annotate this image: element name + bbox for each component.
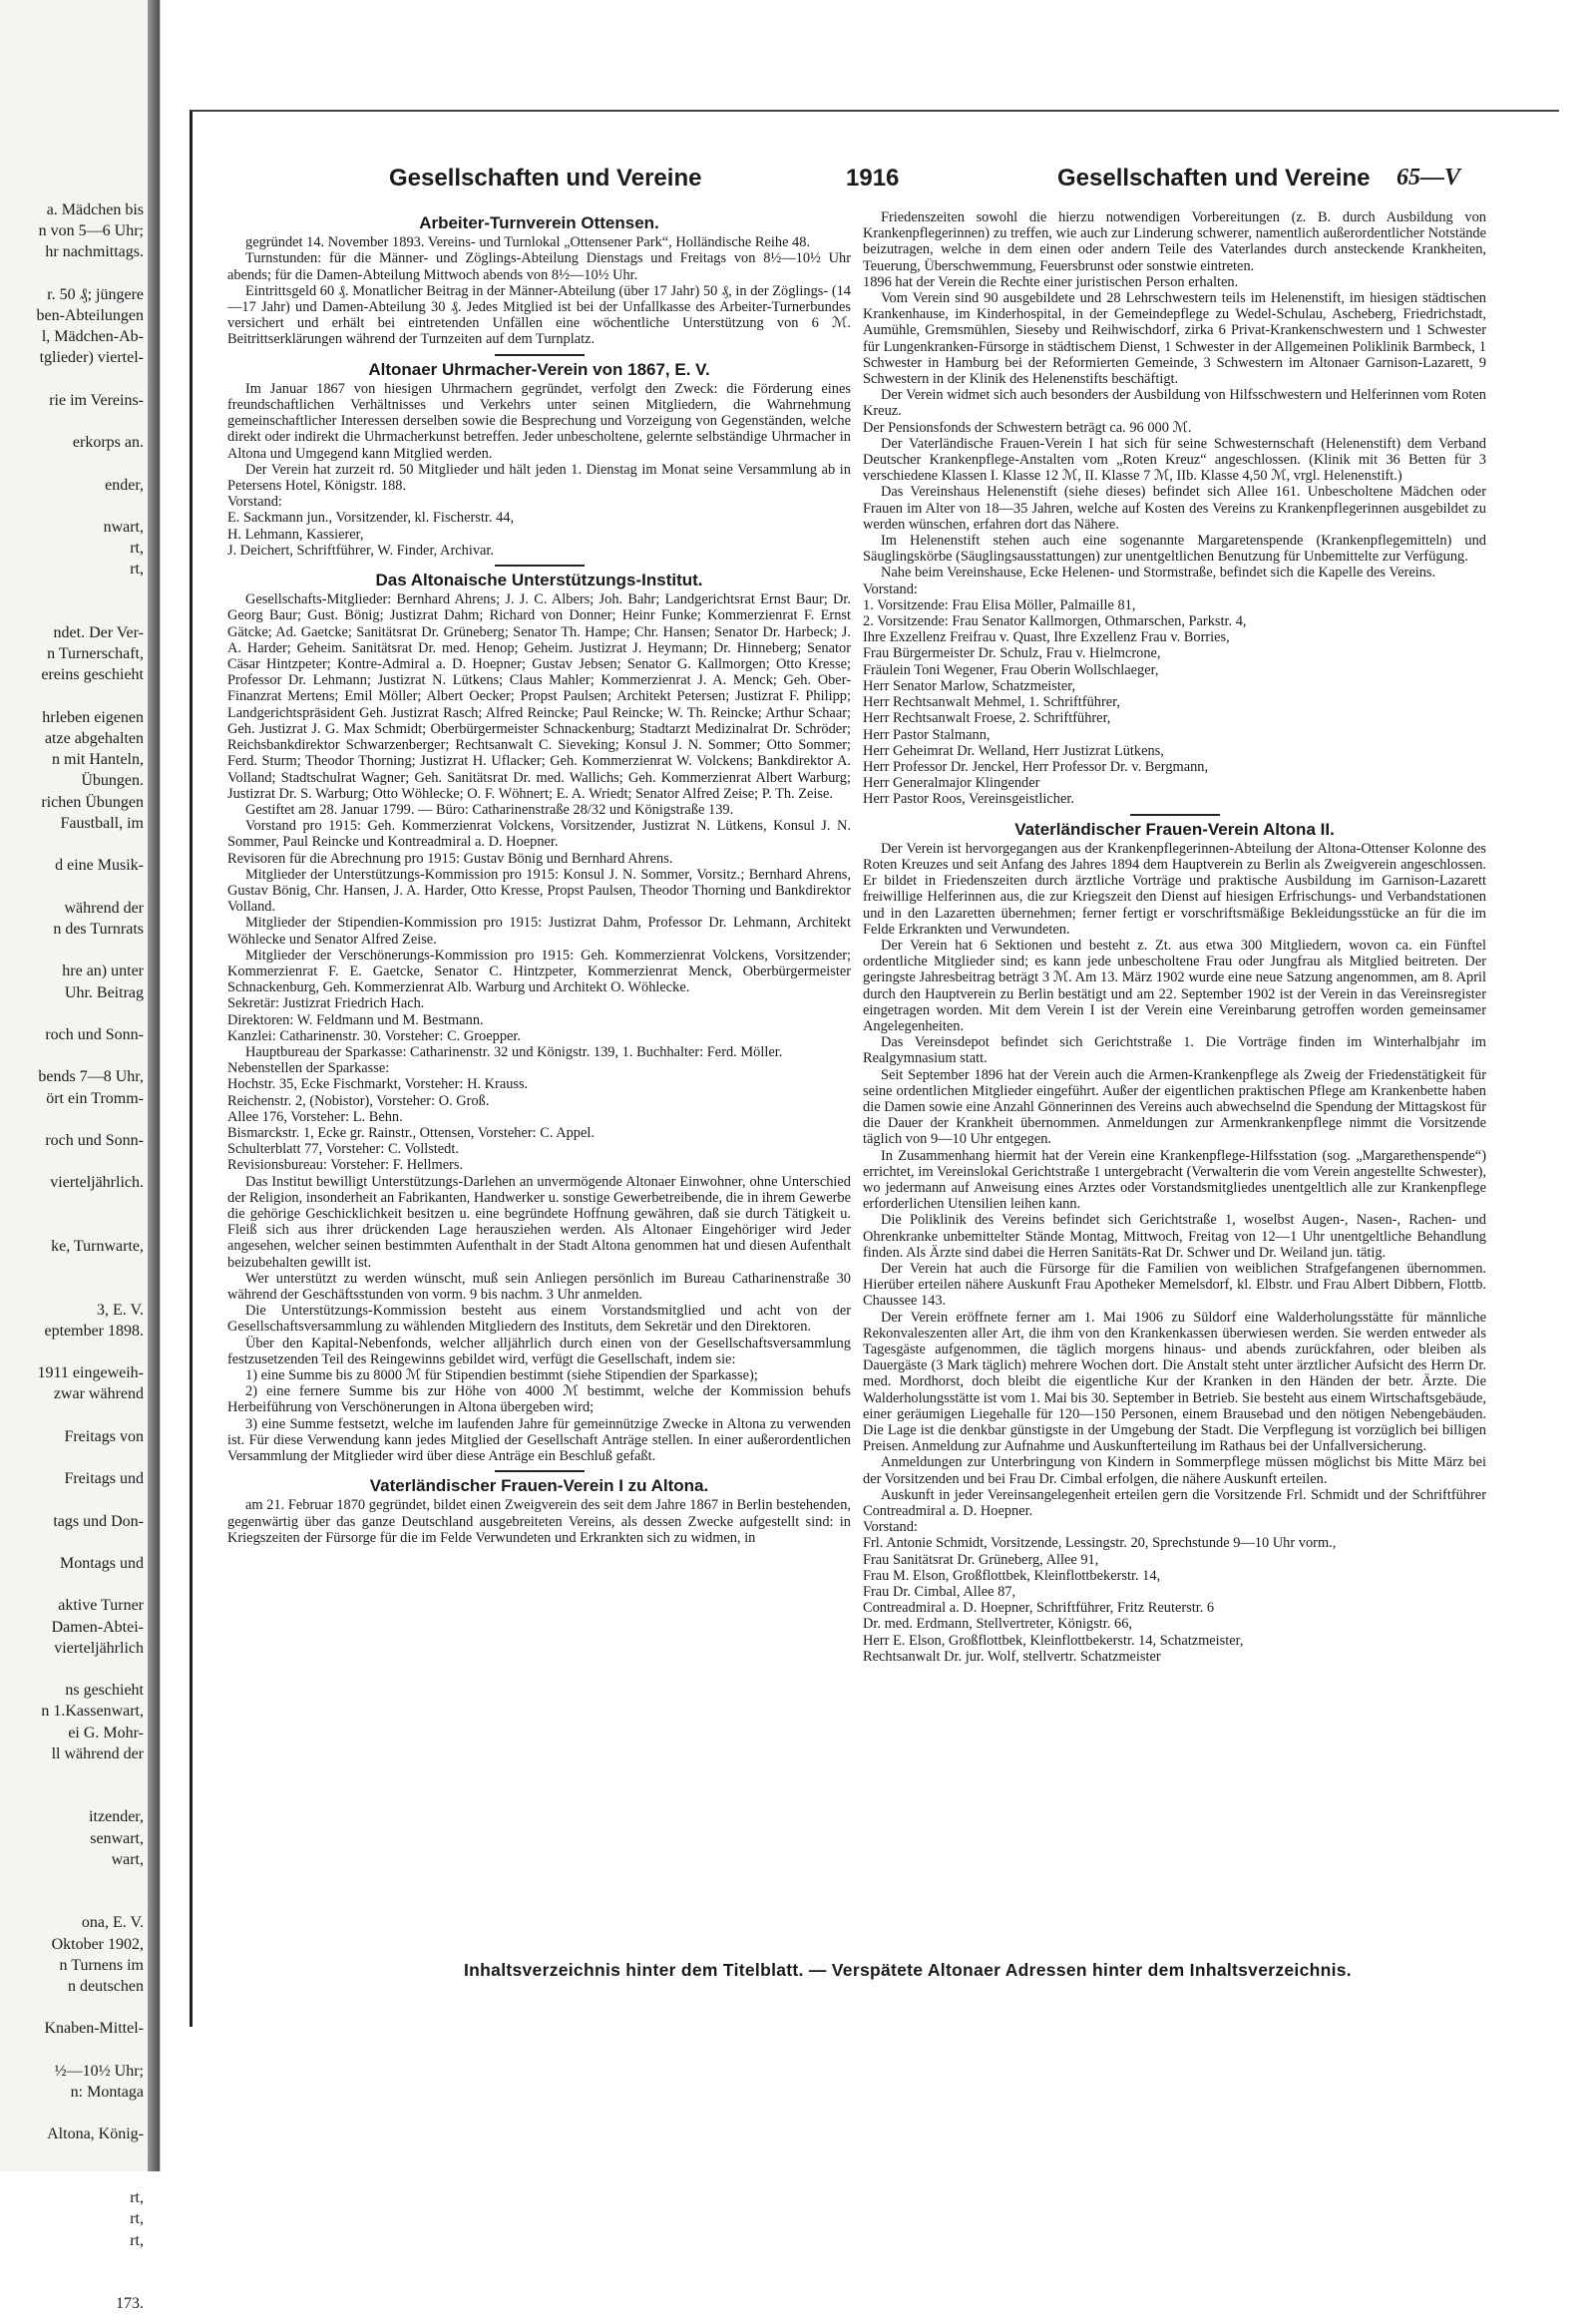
section-divider xyxy=(495,565,585,567)
strip-line xyxy=(4,369,144,390)
paragraph: Frau M. Elson, Großflottbek, Kleinflottbekerstr. 14, xyxy=(863,1567,1161,1584)
paragraph: 1) eine Summe bis zu 8000 ℳ für Stipendien bestimmt (siehe Stipendien der Sparkasse); xyxy=(245,1367,758,1384)
paragraph: Vorstand pro 1915: Geh. Kommerzienrat Volckens, Vorsitzender, Justizrat N. Lütkens, Konsul J. N. Sommer, Paul Reincke und Kontreadmiral a. D. Hoepner. xyxy=(227,818,851,851)
strip-line: ll während der xyxy=(51,1744,144,1762)
strip-line: ender, xyxy=(105,476,144,494)
paragraph: Herr Pastor Stalmann, xyxy=(863,726,991,743)
left-page-text xyxy=(4,199,144,2314)
paragraph: Auskunft in jeder Vereinsangelegenheit erteilen gern die Vorsitzende Frl. Schmidt und der Schriftführer Contreadmiral a. D. Hoepner. xyxy=(863,1486,1486,1520)
strip-line: n: Montaga xyxy=(70,2084,144,2102)
strip-line: n Turnerschaft, xyxy=(47,645,144,663)
strip-line: rt, xyxy=(130,2231,144,2249)
section-divider xyxy=(495,1470,585,1472)
strip-line xyxy=(4,1109,144,1130)
paragraph: Herr E. Elson, Großflottbek, Kleinflottbekerstr. 14, Schatzmeister, xyxy=(863,1632,1244,1649)
paragraph: Bismarckstr. 1, Ecke gr. Rainstr., Ottensen, Vorsteher: C. Appel. xyxy=(227,1124,595,1141)
strip-line: Freitags und xyxy=(64,1470,144,1488)
strip-line xyxy=(4,2272,144,2293)
paragraph: Direktoren: W. Feldmann und M. Bestmann. xyxy=(227,1011,484,1028)
paragraph: Friedenszeiten sowohl die hierzu notwendigen Vorbereitungen (z. B. durch Ausbildung von Krankenpflegerinnen) zu treffen, wie auch zur Linderung schwerer, namentlich außerordentlicher Notstände beizutragen, welche in dem einen oder andern Teile des Vaterlandes durch ansteckende Krankheiten, Teuerung, Überschwemmung, Feuersbrunst oder sonstwie eintreten. xyxy=(863,209,1486,274)
header-page-number: 65—V xyxy=(1396,165,1461,191)
strip-line: Übungen. xyxy=(81,772,144,790)
strip-line: Knaben-Mittel- xyxy=(44,2020,144,2038)
strip-line xyxy=(4,2103,144,2123)
strip-line: ½—10½ Uhr; xyxy=(54,2062,144,2080)
strip-line xyxy=(4,453,144,474)
strip-line: zwar während xyxy=(53,1385,144,1403)
paragraph: Herr Professor Dr. Jenckel, Herr Professor Dr. v. Bergmann, xyxy=(863,758,1209,775)
strip-line xyxy=(4,1215,144,1236)
strip-line: Montags und xyxy=(60,1555,144,1572)
strip-line xyxy=(4,1764,144,1785)
paragraph: Revisionsbureau: Vorsteher: F. Hellmers. xyxy=(227,1157,464,1174)
paragraph: Sekretär: Justizrat Friedrich Hach. xyxy=(227,995,425,1012)
paragraph: Die Unterstützungs-Kommission besteht aus einem Vorstandsmitglied und acht von der Gesellschaftsversammlung zu wählenden Mitgliedern des Instituts, dem Sekretär und den Direktoren. xyxy=(227,1303,851,1336)
strip-line xyxy=(4,496,144,517)
paragraph: Vorstand: xyxy=(863,1519,918,1536)
paragraph: In Zusammenhang hiermit hat der Verein eine Krankenpflege-Hilfsstation (sog. „Margarethenspende“) errichtet, im Vereinslokal Gerichtstraße 1 untergebracht (Verwalterin die vom Verein angestellte Schwester), wo jedermann auf Anweisung eines Arztes oder Vorstandsmitgliedes unentgeltlich alle zur Krankenpflege erforderlichen Utensilien leihen kann. xyxy=(863,1147,1486,1213)
paragraph: J. Deichert, Schriftführer, W. Finder, Archivar. xyxy=(227,542,495,559)
strip-line xyxy=(4,1405,144,1426)
strip-line: Damen-Abtei- xyxy=(51,1618,144,1636)
strip-line xyxy=(4,1257,144,1278)
strip-line: n 1.Kassenwart, xyxy=(41,1703,144,1721)
paragraph: Revisoren für die Abrechnung pro 1915: Gustav Bönig und Bernhard Ahrens. xyxy=(227,850,673,867)
header-left-title: Gesellschaften und Vereine xyxy=(389,165,702,192)
strip-line: roch und Sonn- xyxy=(45,1131,144,1149)
strip-line xyxy=(4,1278,144,1299)
strip-line: bends 7—8 Uhr, xyxy=(38,1068,144,1086)
strip-line: rt, xyxy=(130,2189,144,2207)
paragraph: Vorstand: xyxy=(863,580,918,597)
paragraph: Allee 176, Vorsteher: L. Behn. xyxy=(227,1108,403,1125)
paragraph: Der Verein widmet sich auch besonders der Ausbildung von Hilfsschwestern und Helferinnen vom Roten Kreuz. xyxy=(863,387,1486,420)
paragraph: Gestiftet am 28. Januar 1799. — Büro: Catharinenstraße 28/32 und Königstraße 139. xyxy=(245,801,734,818)
paragraph: Vorstand: xyxy=(227,494,282,511)
strip-line: n Turnens im xyxy=(59,1956,144,1974)
strip-line: hrleben eigenen xyxy=(42,708,144,726)
paragraph: Ihre Exzellenz Freifrau v. Quast, Ihre Exzellenz Frau v. Borries, xyxy=(863,629,1230,646)
paragraph: Hauptbureau der Sparkasse: Catharinenstr. 32 und Königstr. 139, 1. Buchhalter: Ferd. Möller. xyxy=(245,1043,783,1060)
strip-line xyxy=(4,1997,144,2018)
header-year: 1916 xyxy=(846,165,900,192)
paragraph: Mitglieder der Verschönerungs-Kommission pro 1915: Geh. Kommerzienrat Volckens, Vorsitzender; Kommerzienrat F. E. Gaetcke, Senator C. Hintzpeter, Kommerzienrat Menck, Oberbürgermeister Schnackenburg, Geh. Kommerzienrat Alb. Warburg und Architekt O. Wöhlecke. xyxy=(227,947,851,996)
strip-line xyxy=(4,1489,144,1510)
page-footer: Inhaltsverzeichnis hinter dem Titelblatt. — Verspätete Altonaer Adressen hinter dem Inhaltsverzeichnis. xyxy=(464,1960,1352,1980)
strip-line: vierteljährlich xyxy=(54,1639,144,1657)
paragraph: E. Sackmann jun., Vorsitzender, kl. Fischerstr. 44, xyxy=(227,510,515,527)
strip-line: wart, xyxy=(111,1850,144,1868)
paragraph: Frau Sanitätsrat Dr. Grüneberg, Allee 91, xyxy=(863,1551,1099,1568)
strip-line xyxy=(4,1891,144,1912)
paragraph: Hochstr. 35, Ecke Fischmarkt, Vorsteher: H. Krauss. xyxy=(227,1076,529,1093)
paragraph: Herr Geheimrat Dr. Welland, Herr Justizrat Lütkens, xyxy=(863,742,1164,759)
strip-line: erkorps an. xyxy=(72,434,144,452)
strip-line: tags und Don- xyxy=(53,1512,144,1530)
strip-line xyxy=(4,1574,144,1595)
strip-line xyxy=(4,1447,144,1468)
section-body xyxy=(863,841,1486,1665)
paragraph: Seit September 1896 hat der Verein auch die Armen-Krankenpflege als Zweig der Friedenstätigkeit für seine ordentlichen Mitglieder eingeführt. Außer der eigentlichen praktischen Pflege am Krankenbette haben die Damen sowie eine Anzahl Gönnerinnen des Vereins auch abwechselnd die Spendung der Mittagskost für die Dauer der Krankheit übernommen. Anmeldungen zur Armenkrankenpflege nimmt die Vorsitzende täglich von 9—10 Uhr entgegen. xyxy=(863,1066,1486,1148)
paragraph: Herr Rechtsanwalt Froese, 2. Schriftführer, xyxy=(863,710,1111,727)
section-body xyxy=(227,1497,851,1546)
paragraph: 2. Vorsitzende: Frau Senator Kallmorgen, Othmarschen, Parkstr. 4, xyxy=(863,613,1247,630)
section-title: Das Altonaische Unterstützungs-Institut. xyxy=(375,571,703,590)
strip-line: itzender, xyxy=(89,1808,144,1826)
paragraph: 2) eine fernere Summe bis zur Höhe von 4000 ℳ bestimmt, welche der Kommission behufs Herbeiführung von Verschönerungen in Altona übergeben wird; xyxy=(227,1383,851,1416)
strip-line xyxy=(4,2040,144,2061)
strip-line xyxy=(4,1342,144,1362)
strip-line: während der xyxy=(64,899,144,917)
strip-line: senwart, xyxy=(90,1829,144,1847)
paragraph: Das Institut bewilligt Unterstützungs-Darlehen an unvermögende Altonaer Einwohner, ohne Unterschied der Religion, insonderheit an Fabrikanten, Handwerker u. sonstige Gewerbetreibende, die in ihrem Gewerbe die gehörige Geschicklichkeit besitzen u. eine begründete Hoffnung gewähren, daß sie durch Tätigkeit u. Fleiß sich aus ihrer drückenden Lage herausziehen werden. Als Altonaer Eingehöriger wird Jeder angesehen, welcher seinen bestimmten Aufenthalt in der Stadt Altona genommen hat und diesen Aufenthalt beizubehalten gewillt ist. xyxy=(227,1173,851,1271)
strip-line: rt, xyxy=(130,561,144,578)
strip-line xyxy=(4,877,144,898)
paragraph: Fräulein Toni Wegener, Frau Oberin Wollschlaeger, xyxy=(863,661,1159,678)
paragraph: gegründet 14. November 1893. Vereins- und Turnlokal „Ottensener Park“, Holländische Reihe 48. xyxy=(245,234,811,251)
paragraph: Das Vereinsdepot befindet sich Gerichtstraße 1. Die Vorträge finden im Winterhalbjahr im Realgymnasium statt. xyxy=(863,1034,1486,1067)
strip-line xyxy=(4,411,144,432)
strip-line xyxy=(4,1003,144,1024)
section-body xyxy=(227,234,851,347)
header-right-title: Gesellschaften und Vereine xyxy=(1057,165,1371,192)
section-body xyxy=(863,209,1486,808)
paragraph: H. Lehmann, Kassierer, xyxy=(227,526,364,543)
section-title: Vaterländischer Frauen-Verein I zu Altona. xyxy=(369,1476,709,1496)
strip-line: ben-Abteilungen xyxy=(36,307,144,325)
strip-line: hr nachmittags. xyxy=(45,243,144,261)
paragraph: Frau Bürgermeister Dr. Schulz, Frau v. Hielmcrone, xyxy=(863,645,1161,662)
strip-line: d eine Musik- xyxy=(55,857,144,875)
paragraph: Anmeldungen zur Unterbringung von Kindern in Sommerpflege müssen möglichst bis Mitte März bei der Vorsitzenden und bei Frau Dr. Cimbal erfolgen, die nähere Auskunft erteilen. xyxy=(863,1454,1486,1487)
strip-line xyxy=(4,1870,144,1891)
strip-line: r. 50 ₰; jüngere xyxy=(47,285,144,303)
paragraph: Der Verein hat zurzeit rd. 50 Mitglieder und hält jeden 1. Dienstag im Monat seine Versammlung ab in Petersens Hotel, Königstr. 188. xyxy=(227,461,851,495)
strip-line: n deutschen xyxy=(68,1978,144,1996)
paragraph: Im Januar 1867 von hiesigen Uhrmachern gegründet, verfolgt den Zweck: die Förderung eines freundschaftlichen Verhältnisses und Verkehrs unter seinen Mitgliedern, die Wahrnehmung gemeinschaftlicher Interessen derselben sowie die Besprechung und Vorzeigung von Gegenständen, welche direkt oder indirekt die Uhrmacherkunst betreffen. Jeder unbescholtene, gelernte selbständige Uhrmacher in Altona und Umgegend kann Mitglied werden. xyxy=(227,380,851,462)
strip-line xyxy=(4,1045,144,1066)
strip-line: 3, E. V. xyxy=(97,1301,144,1319)
strip-line: Oktober 1902, xyxy=(51,1935,144,1953)
strip-line: hre an) unter xyxy=(62,963,144,980)
strip-line: atze abgehalten xyxy=(44,730,144,748)
strip-line xyxy=(4,686,144,707)
paragraph: Mitglieder der Unterstützungs-Kommission pro 1915: Konsul J. N. Sommer, Vorsitz.; Bernhard Ahrens, Gustav Bönig, Chr. Hansen, J. A. Harder, Otto Kresse, Propst Paulsen, Theodor Thorning und Bankdirektor Volland. xyxy=(227,866,851,916)
paragraph: Vom Verein sind 90 ausgebildete und 28 Lehrschwestern teils im Helenenstift, im hiesigen städtischen Krankenhause, im Kinderhospital, in der Gemeindepflege zu Wedel-Schulau, Ascheberg, Friedrichstadt, Aumühle, Gremsmühlen, Sieseby und Reihwischdorf, zirka 6 Privat-Krankenschwestern und 1 Schwester für Lungenkranken-Fürsorge in städtischem Dienst, 1 Schwester in der Allgemeinen Poliklinik Barmbeck, 1 Schwester in Hamburg bei der Reformierten Gemeinde, 3 Schwestern im Altonaer Garnison-Lazarett, 9 Schwestern in der Klinik des Helenenstifts beschäftigt. xyxy=(863,290,1486,388)
section-divider xyxy=(495,354,585,356)
strip-line xyxy=(4,263,144,284)
paragraph: Frau Dr. Cimbal, Allee 87, xyxy=(863,1584,1016,1601)
paragraph: Der Verein eröffnete ferner am 1. Mai 1906 zu Süldorf eine Walderholungsstätte für männliche Rekonvaleszenten aller Art, die ihm von den Krankenkassen überwiesen werden. Sie werden entweder als Tagesgäste aufgenommen, die täglich morgens hinaus- und abends zurückfahren, oder bleiben als Dauergäste (3 Mark täglich) mehrere Wochen dort. Die Anstalt steht unter ärztlicher Aufsicht des Herrn Dr. med. Mordhorst, doch bleibt die eigentliche Kur der Kranken in den Händen der betr. Ärzte. Die Walderholungsstätte ist vom 1. Mai bis 30. September in Betrieb. Sie besteht aus einem Wirtschaftsgebäude, einer geräumigen Liegehalle für 120—150 Personen, einem Brausebad und den nötigen Nebengebäuden. Die Lage ist die denkbar günstigste in der Umgebung der Stadt. Die Verpflegung ist vorzüglich bei billigen Preisen. Anmeldung zur Aufnahme und Auskunfterteilung im Rathaus bei der Unfallversicherung. xyxy=(863,1309,1486,1455)
strip-line: ört ein Tromm- xyxy=(46,1089,144,1107)
section-body xyxy=(227,591,851,1464)
page-header xyxy=(200,165,1496,204)
left-page-strip xyxy=(0,0,161,2313)
paragraph: Wer unterstützt zu werden wünscht, muß sein Anliegen persönlich im Bureau Catharinenstraße 30 während der Geschäftsstunden von vorm. 9 bis nachm. 3 Uhr anmelden. xyxy=(227,1270,851,1303)
strip-line xyxy=(4,1785,144,1806)
strip-line: nwart, xyxy=(103,519,144,537)
strip-line: Freitags von xyxy=(64,1427,144,1445)
strip-line: aktive Turner xyxy=(58,1597,144,1615)
paragraph: Reichenstr. 2, (Nobistor), Vorsteher: O. Groß. xyxy=(227,1092,490,1109)
strip-line xyxy=(4,940,144,961)
paragraph: Der Verein hat 6 Sektionen und besteht z. Zt. aus etwa 300 Mitgliedern, wovon ca. ein Fünftel ordentliche Mitglieder sind; es kann jede unbescholtene Frau oder Jungfrau als Mitglied beitreten. Der geringste Jahresbeitrag beträgt 3 ℳ. Am 13. März 1902 wurde eine neue Satzung angenommen, am 8. April durch den Hauptverein zu Berlin bestätigt und am 22. September 1902 ist der Verein in das Vereinsregister eingetragen worden. Mit dem Verein I ist der Verein eine Vereinbarung getroffen worden gemeinsamer Angelegenheiten. xyxy=(863,937,1486,1034)
paragraph: 1896 hat der Verein die Rechte einer juristischen Person erhalten. xyxy=(863,273,1239,290)
paragraph: Der Vaterländische Frauen-Verein I hat sich für seine Schwesternschaft (Helenenstift) dem Verband Deutscher Krankenpflege-Anstalten vom „Roten Kreuz“ angeschlossen. (Klinik mit 36 Betten für 3 verschiedene Klassen I. Klasse 12 ℳ, II. Klasse 7 ℳ, IIb. Klasse 4,50 ℳ, vrgl. Helenenstift.) xyxy=(863,435,1486,485)
paragraph: Der Pensionsfonds der Schwestern beträgt ca. 96 000 ℳ. xyxy=(863,419,1192,436)
strip-line: Uhr. Beitrag xyxy=(64,983,144,1001)
paragraph: Der Verein ist hervorgegangen aus der Krankenpflegerinnen-Abteilung der Altona-Ottenser Kolonne des Roten Kreuzes und seit Anfang des Jahres 1894 dem Hauptverein zu Berlin als Zweigverein angeschlossen. Er bildet in Friedenszeiten durch ärztliche Vorträge und praktische Ausbildung im Garnison-Lazarett freiwillige Helferinnen aus, die zur Kriegszeit den Dienst auf hiesigen Erfrischungs- und Verbandstationen und in den Lazaretten übernehmen; ferner fertigt er vorschriftsmäßige Bekleidungsstücke an für die im Felde Erkrankten und Verwundeten. xyxy=(863,840,1486,938)
strip-line: n von 5—6 Uhr; xyxy=(38,222,144,240)
strip-line: l, Mädchen-Ab- xyxy=(41,328,144,346)
section-divider xyxy=(1130,814,1220,816)
strip-line: a. Mädchen bis xyxy=(46,201,144,218)
strip-line: 1911 eingeweih- xyxy=(37,1364,144,1382)
strip-line: 173. xyxy=(116,2295,144,2313)
paragraph: Nahe beim Vereinshause, Ecke Helenen- und Stormstraße, befindet sich die Kapelle des Vereins. xyxy=(881,565,1436,581)
paragraph: Herr Rechtsanwalt Mehmel, 1. Schriftführer, xyxy=(863,694,1120,711)
strip-line: roch und Sonn- xyxy=(45,1025,144,1043)
paragraph: 1. Vorsitzende: Frau Elisa Möller, Palmaille 81, xyxy=(863,596,1136,613)
column-left xyxy=(227,209,851,1546)
section-title: Altonaer Uhrmacher-Verein von 1867, E. V. xyxy=(368,359,710,379)
paragraph: Nebenstellen der Sparkasse: xyxy=(227,1060,390,1077)
strip-line xyxy=(4,2166,144,2187)
paragraph: am 21. Februar 1870 gegründet, bildet einen Zweigverein des seit dem Jahre 1867 in Berlin bestehenden, gegenwärtig über das ganze Deutschland ausgebreiteten Vereins, als dessen Zwecke aufgestellt sind: in Kriegszeiten der Fürsorge für die im Felde Verwundeten und Erkrankten sich zu widmen, in xyxy=(227,1497,851,1546)
paragraph: Kanzlei: Catharinenstr. 30. Vorsteher: C. Groepper. xyxy=(227,1027,522,1044)
strip-line xyxy=(4,580,144,601)
strip-line xyxy=(4,601,144,622)
section-title: Vaterländischer Frauen-Verein Altona II. xyxy=(1014,819,1335,839)
strip-line xyxy=(4,2251,144,2272)
paragraph: Contreadmiral a. D. Hoepner, Schriftführer, Fritz Reuterstr. 6 xyxy=(863,1600,1215,1617)
paragraph: Frl. Antonie Schmidt, Vorsitzende, Lessingstr. 20, Sprechstunde 9—10 Uhr vorm., xyxy=(863,1535,1337,1552)
strip-line: tglieder) viertel- xyxy=(39,349,144,367)
paragraph: Gesellschafts-Mitglieder: Bernhard Ahrens; J. J. C. Albers; Joh. Bahr; Landgerichtsrat Ernst Baur; Dr. Georg Baur; Gust. Bönig; Justizrat Dahm; Richard von Donner; Heinr Funke; Kommerzienrat F. Ernst Gätcke; Ad. Gaetcke; Sanitätsrat Dr. Grüneberg; Senator Th. Hampe; Chr. Hansen; Senator Dr. Harbeck; J. A. Harder; Geheim. Sanitätsrat Dr. med. Henop; Geheim. Justizrat J. Heymann; Dr. Hinneberg; Senator Cäsar Hintzpeter; Kontre-Admiral a. D. Hoepner; Gustav Jebsen; Senator G. Kallmorgen; Otto Kresse; Professor Dr. Lehmann; Justizrat N. Lütkens; Claus Mahler; Kommerzienrat J. A. Menck; Geh. Ober-Finanzrat Mertens; Emil Möller; Albert Oecker; Propst Paulsen; Architekt Petersen; Justizrat F. Philipp; Landgerichtspräsident Geh. Justizrat Rasch; Alfred Reincke; Paul Reincke; W. Th. Reincke; Arthur Schaar; Geh. Justizrat J. G. Max Schmidt; Oberbürgermeister Schnackenburg; Stadtarzt Medizinalrat Dr. Schröder; Reichsbankdirektor Schwarzenberger; Rechtsanwalt C. Sieveking; Konsul J. N. Sommer; Otto Sommer; Ferd. Sturm; Theodor Thorning; Justizrat H. Uflacker; Geh. Kommerzienrat W. Volckens; Bankdirektor A. Volland; Stadtschulrat Wagner; Geh. Sanitätsrat Dr. med. Wallichs; Geh. Kommerzienrat Albert Warburg; Justizrat Dr. S. Warburg; Otto Wöhlecke; O. F. Wöhnert; E. A. Wriedt; Senator Alfred Zeise; P. Th. Zeise. xyxy=(227,591,851,802)
paragraph: Schulterblatt 77, Vorsteher: C. Vollstedt. xyxy=(227,1141,459,1158)
paragraph: Herr Senator Marlow, Schatzmeister, xyxy=(863,677,1076,694)
section-title: Arbeiter-Turnverein Ottensen. xyxy=(419,213,659,232)
strip-line xyxy=(4,1659,144,1680)
strip-line: rie im Vereins- xyxy=(49,391,144,409)
paragraph: Dr. med. Erdmann, Stellvertreter, Königstr. 66, xyxy=(863,1616,1132,1633)
paragraph: Die Poliklinik des Vereins befindet sich Gerichtstraße 1, woselbst Augen-, Nasen-, Rachen- und Ohrenkranke unbemittelter Stände Montag, Mittwoch, Freitag von 12—1 Uhr unentgeltliche Behandlung finden. Als Ärzte sind dabei die Herren Sanitäts-Rat Dr. Schwer und Dr. Weiland jun. tätig. xyxy=(863,1212,1486,1261)
strip-line: richen Übungen xyxy=(41,793,144,811)
paragraph: Rechtsanwalt Dr. jur. Wolf, stellvertr. Schatzmeister xyxy=(863,1648,1161,1665)
strip-line: n mit Hanteln, xyxy=(52,751,144,769)
strip-line: ei G. Mohr- xyxy=(68,1724,144,1741)
paragraph: Herr Generalmajor Klingender xyxy=(863,775,1040,792)
strip-line xyxy=(4,834,144,855)
paragraph: Der Verein hat auch die Fürsorge für die Familien von weiblichen Strafgefangenen übernommen. Hierüber erteilen nähere Auskunft Frau Apotheker Memelsdorf, kl. Elbstr. und Frau Albert Dibbern, Flottb. Chaussee 143. xyxy=(863,1261,1486,1310)
section-body xyxy=(227,381,851,559)
book-gutter xyxy=(148,0,160,2171)
strip-line xyxy=(4,1194,144,1215)
paragraph: Mitglieder der Stipendien-Kommission pro 1915: Justizrat Dahm, Professor Dr. Lehmann, Architekt Wöhlecke und Senator Alfred Zeise. xyxy=(227,915,851,948)
strip-line: vierteljährlich. xyxy=(50,1174,144,1192)
strip-line: ereins geschieht xyxy=(41,666,144,684)
paragraph: Über den Kapital-Nebenfonds, welcher alljährlich durch einen von der Gesellschaftsversammlung festzusetzenden Teil des Reingewinns gebildet wird, verfügt die Gesellschaft, indem sie: xyxy=(227,1335,851,1367)
paragraph: Herr Pastor Roos, Vereinsgeistlicher. xyxy=(863,791,1074,808)
strip-line xyxy=(4,1532,144,1553)
strip-line: rt, xyxy=(130,540,144,558)
strip-line: ns geschieht xyxy=(65,1682,144,1700)
paragraph: Das Vereinshaus Helenenstift (siehe dieses) befindet sich Allee 161. Unbescholtene Mädchen oder Frauen im Alter von 18—35 Jahren, welche auf Kosten des Vereins zu Krankenpflegerinnen ausgebildet zu werden wünschen, erfahren dort das Nähere. xyxy=(863,484,1486,533)
paragraph: Eintrittsgeld 60 ₰. Monatlicher Beitrag in der Männer-Abteilung (über 17 Jahr) 50 ₰, in der Zöglings- (14—17 Jahr) und Damen-Abteilung 30 ₰. Jedes Mitglied ist bei der Unfallkasse des Arbeiter-Turnerbundes versichert und erhält bei eintretenden Unfällen eine wöchentliche Unterstützung von 6 ℳ. Beitrittserklärungen während der Turnzeiten auf dem Turnplatz. xyxy=(227,282,851,348)
paragraph: Im Helenenstift stehen auch eine sogenannte Margaretenspende (Krankenpflegemitteln) und Säuglingskörbe (Säuglingsausstattungen) zur unentgeltlichen Benutzung für Unbemittelte zur Verfügung. xyxy=(863,533,1486,566)
paragraph: 3) eine Summe festsetzt, welche im laufenden Jahre für gemeinnützige Zwecke in Altona zu verwenden ist. Für diese Verwendung kann jedes Mitglied der Gesellschaft Anträge stellen. In einer außerordentlichen Versammlung der Mitglieder wird über diese Anträge ein Beschluß gefaßt. xyxy=(227,1415,851,1465)
strip-line xyxy=(4,2145,144,2166)
strip-line: ndet. Der Ver- xyxy=(53,624,144,642)
paragraph: Turnstunden: für die Männer- und Zöglings-Abteilung Dienstags und Freitags von 8½—10½ Uhr abends; für die Damen-Abteilung Mittwoch abends von 8½—10½ Uhr. xyxy=(227,250,851,283)
strip-line: ona, E. V. xyxy=(81,1914,144,1932)
strip-line: Altona, König- xyxy=(47,2125,144,2143)
strip-line: Faustball, im xyxy=(60,814,144,832)
strip-line xyxy=(4,1151,144,1172)
column-right xyxy=(863,209,1486,1665)
strip-line: rt, xyxy=(130,2210,144,2228)
strip-line: eptember 1898. xyxy=(44,1322,144,1340)
strip-line: ke, Turnwarte, xyxy=(51,1237,144,1255)
strip-line: n des Turnrats xyxy=(53,920,144,938)
